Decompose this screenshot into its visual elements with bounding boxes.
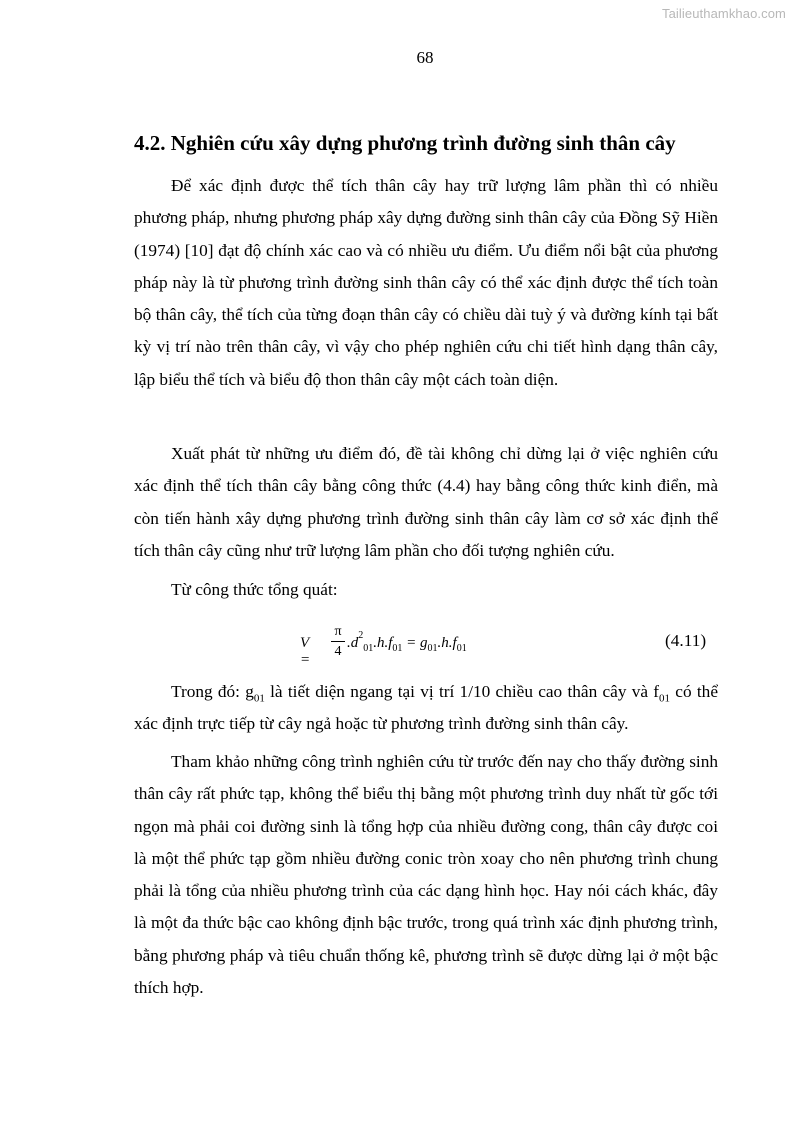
formula-lhs: V = <box>300 635 311 668</box>
section-heading: 4.2. Nghiên cứu xây dựng phương trình đường sinh thân cây <box>134 131 676 155</box>
formula-eq-g: = g <box>402 635 428 651</box>
paragraph-literature: Tham khảo những công trình nghiên cứu từ trước đến nay cho thấy đường sinh thân cây rất phức tạp, không thể biểu thị bằng một phương trình duy nhất từ gốc tới ngọn mà phải coi đường sinh là tổng hợp của nhiều đường cong, thân cây được coi là một thể phức tạp gồm nhiều đường conic tròn xoay cho nên phương trình chung phải là tổng của nhiều phương trình của các dạng hình học. Hay nói cách khác, đây là một đa thức bậc cao không định bậc trước, trong quá trình xác định phương trình, bằng phương pháp và tiêu chuẩn thống kê, phương trình sẽ được dừng lại ở một bậc thích hợp. <box>134 752 718 998</box>
formula-f-sub: 01 <box>392 643 403 654</box>
formula-hf: .h.f <box>373 635 393 651</box>
formula-d-sub: 01 <box>363 643 374 654</box>
fraction-bar <box>331 641 345 642</box>
formula-fraction <box>331 624 345 661</box>
formula-hf2: .h.f <box>437 635 457 651</box>
fraction-numerator: π <box>334 624 342 639</box>
watermark: Tailieuthamkhao.com <box>661 6 786 21</box>
formula-d-sup: 2 <box>358 630 364 641</box>
paragraph-intro: Để xác định được thể tích thân cây hay trữ lượng lâm phần thì có nhiều phương pháp, nhưng phương pháp xây dựng đường sinh thân cây của Đồng Sỹ Hiền (1974) [10] đạt độ chính xác cao và có nhiều ưu điểm. Ưu điểm nổi bật của phương pháp này là từ phương trình đường sinh thân cây có thể xác định được thể tích toàn bộ thân cây, thể tích của từng đoạn thân cây có chiều dài tuỳ ý và đường kính tại bất kỳ vị trí nào trên thân cây, vì vậy cho phép nghiên cứu chi tiết hình dạng thân cây, lập biểu thể tích và biểu độ thon thân cây một cách toàn diện. <box>134 176 718 389</box>
paragraph-motivation: Xuất phát từ những ưu điểm đó, đề tài không chỉ dừng lại ở việc nghiên cứu xác định thể tích thân cây bằng công thức (4.4) hay bằng công thức kinh điển, mà còn tiến hành xây dựng phương trình đường sinh thân cây làm cơ sở xác định thể tích thân cây cũng như trữ lượng lâm phần cho đối tượng nghiên cứu. <box>134 444 718 560</box>
page-number: 68 <box>416 48 434 67</box>
paragraph-definitions: Trong đó: $g_{01}$ là tiết diện ngang tại vị trí 1/10 chiều cao thân cây và $f_{01}$ có thể xác định trực tiếp từ cây ngả hoặc từ phương trình đường sinh thân cây. <box>134 682 718 734</box>
paragraph-formula-lead: Từ công thức tổng quát: <box>171 580 338 599</box>
formula-g-sub: 01 <box>427 643 438 654</box>
fraction-denominator: 4 <box>334 644 342 659</box>
formula-f2-sub: 01 <box>456 643 467 654</box>
equation-number: (4.11) <box>665 631 707 650</box>
formula-d: .d <box>347 635 359 651</box>
formula-rhs <box>347 630 467 654</box>
